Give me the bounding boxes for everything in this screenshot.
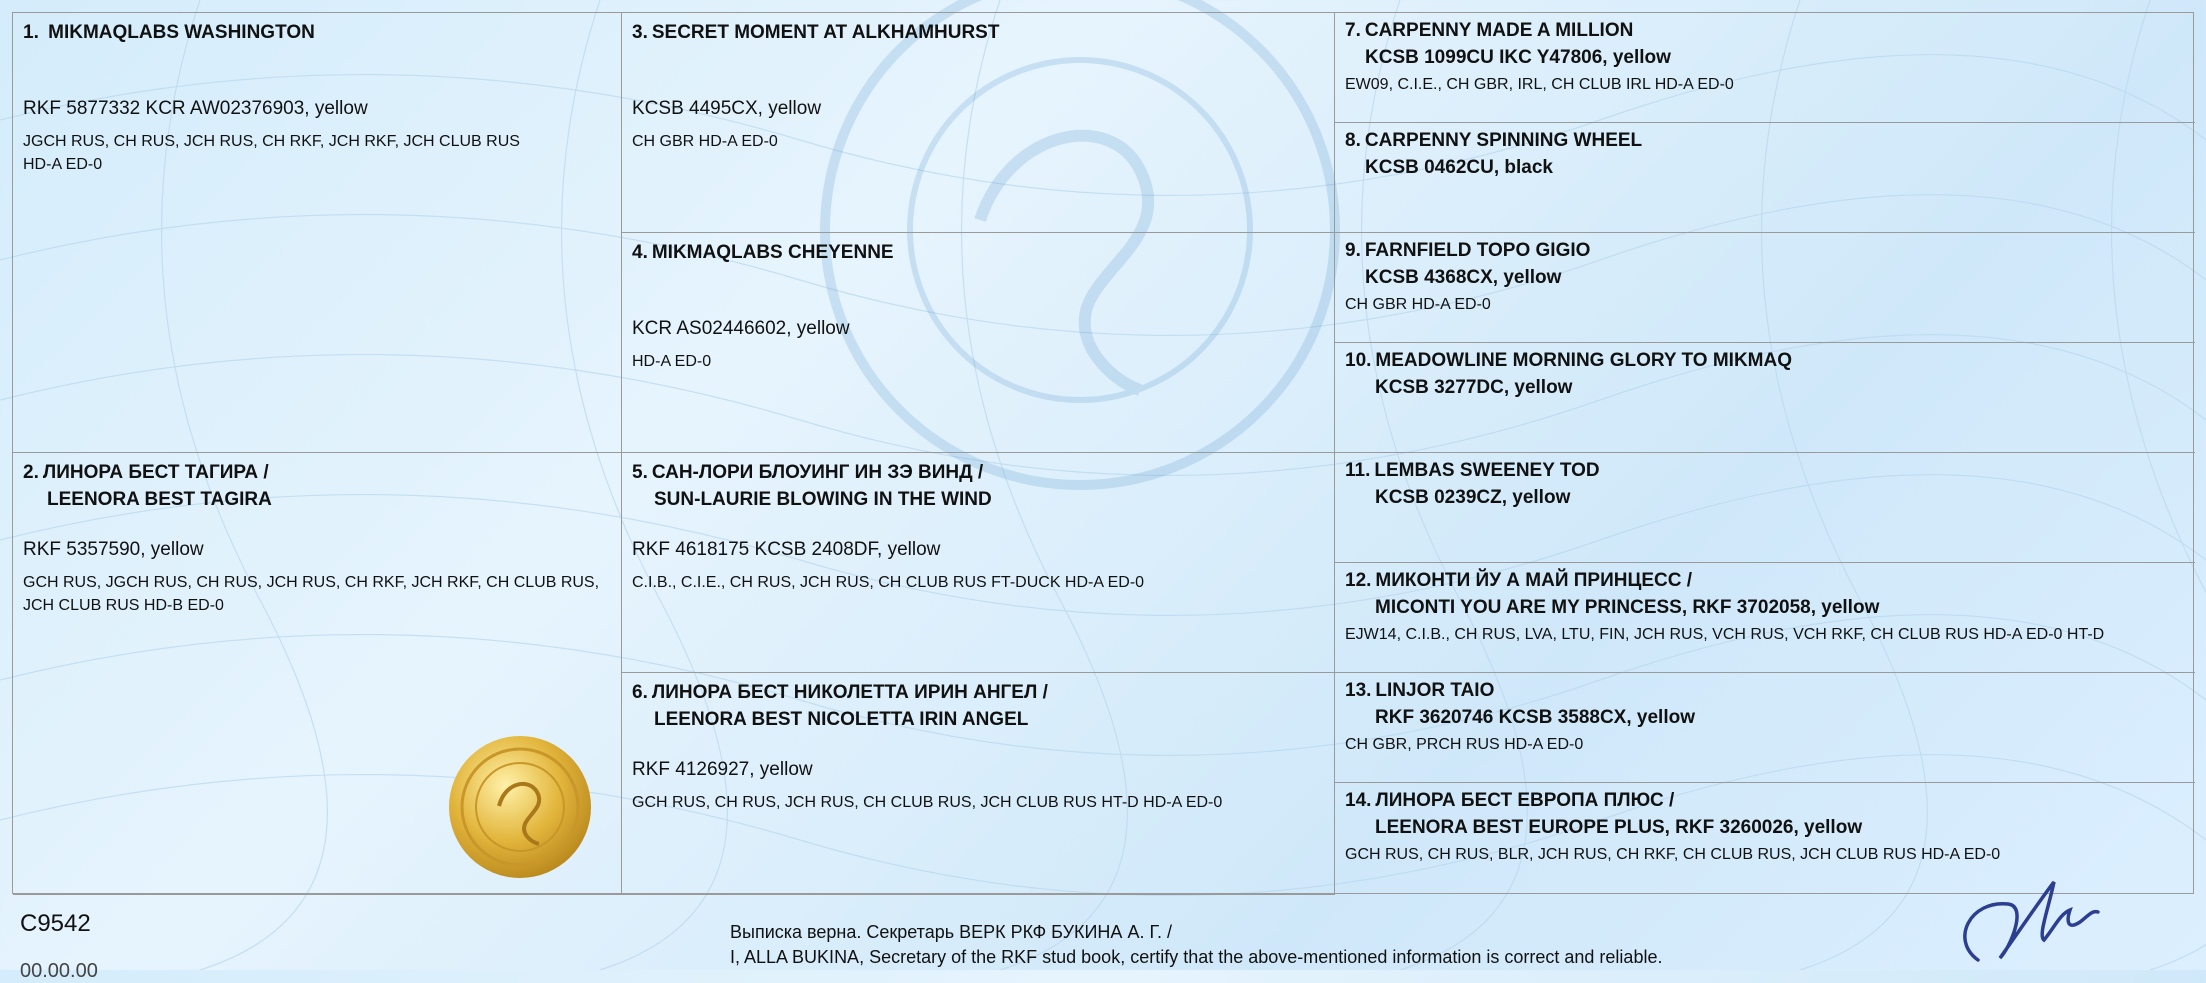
registration: KCSB 3277DC, yellow — [1375, 377, 1573, 398]
dog-name: 3. SECRET MOMENT AT ALKHAMHURST — [632, 22, 1000, 43]
great-grandparent-cell — [1335, 673, 2195, 783]
great-grandparent-cell — [1335, 563, 2195, 673]
registration: KCSB 4368CX, yellow — [1365, 267, 1562, 288]
signature-icon — [1930, 870, 2100, 970]
gold-seal-icon — [447, 734, 593, 880]
dog-name: 4. MIKMAQLABS CHEYENNE — [632, 242, 894, 263]
certification-ru: Выписка верна. Секретарь ВЕРК РКФ БУКИНА А. Г. / — [730, 922, 1173, 942]
dog-name-latin: LEENORA BEST TAGIRA — [47, 489, 272, 510]
registration: KCR AS02446602, yellow — [632, 318, 850, 339]
grandparent-cell — [622, 673, 1335, 895]
document-date: 00.00.00 — [20, 960, 98, 982]
registration: KCSB 0462CU, black — [1365, 157, 1553, 178]
titles: GCH RUS, JGCH RUS, CH RUS, JCH RUS, CH RKF, JCH RKF, CH CLUB RUS, — [23, 574, 600, 591]
dog-name: 11. LEMBAS SWEENEY TOD — [1345, 460, 1600, 481]
titles: EJW14, C.I.B., CH RUS, LVA, LTU, FIN, JCH RUS, VCH RUS, VCH RKF, CH CLUB RUS HD-A ED-0 HT-D — [1345, 626, 2105, 643]
grandparent-cell — [622, 233, 1335, 453]
titles: JGCH RUS, CH RUS, JCH RUS, CH RKF, JCH RKF, JCH CLUB RUS — [23, 133, 520, 150]
dog-name-latin: SUN-LAURIE BLOWING IN THE WIND — [654, 489, 992, 510]
registration: RKF 4126927, yellow — [632, 759, 813, 780]
registration: KCSB 4495CX, yellow — [632, 98, 822, 119]
dog-name: 2. ЛИНОРА БЕСТ ТАГИРА / — [23, 462, 269, 483]
document-code: C9542 — [20, 910, 91, 937]
certification-en: I, ALLA BUKINA, Secretary of the RKF stud book, certify that the above-mentioned information is correct and reliable. — [730, 947, 1663, 967]
titles: C.I.B., C.I.E., CH RUS, JCH RUS, CH CLUB RUS FT-DUCK HD-A ED-0 — [632, 574, 1145, 591]
titles: GCH RUS, CH RUS, JCH RUS, CH CLUB RUS, JCH CLUB RUS HT-D HD-A ED-0 — [632, 794, 1223, 811]
dog-name: 14. ЛИНОРА БЕСТ ЕВРОПА ПЛЮС / — [1345, 790, 1675, 811]
pedigree-table — [12, 12, 2194, 894]
health-results: HD-A ED-0 — [23, 156, 103, 173]
dog-name: 7. CARPENNY MADE A MILLION — [1345, 20, 1634, 41]
titles: HD-A ED-0 — [632, 353, 712, 370]
registration: RKF 4618175 KCSB 2408DF, yellow — [632, 539, 941, 560]
registration: KCSB 0239CZ, yellow — [1375, 487, 1571, 508]
titles: CH GBR HD-A ED-0 — [1345, 296, 1491, 313]
titles: GCH RUS, CH RUS, BLR, JCH RUS, CH RKF, CH CLUB RUS, JCH CLUB RUS HD-A ED-0 — [1345, 846, 2001, 863]
dog-name: 9. FARNFIELD TOPO GIGIO — [1345, 240, 1591, 261]
certification-statement — [730, 920, 1662, 970]
great-grandparent-cell — [1335, 123, 2195, 233]
great-grandparent-cell — [1335, 453, 2195, 563]
registration: RKF 3620746 KCSB 3588CX, yellow — [1375, 707, 1695, 728]
registration: LEENORA BEST EUROPE PLUS, RKF 3260026, yellow — [1375, 817, 1863, 838]
dog-name: 1. MIKMAQLABS WASHINGTON — [23, 22, 315, 43]
registration: MICONTI YOU ARE MY PRINCESS, RKF 3702058, yellow — [1375, 597, 1880, 618]
titles: EW09, C.I.E., CH GBR, IRL, CH CLUB IRL HD-A ED-0 — [1345, 76, 1734, 93]
titles-cont: JCH CLUB RUS HD-B ED-0 — [23, 597, 224, 614]
dog-name: 13. LINJOR TAIO — [1345, 680, 1495, 701]
grandparent-cell — [622, 13, 1335, 233]
great-grandparent-cell — [1335, 233, 2195, 343]
titles: CH GBR HD-A ED-0 — [632, 133, 778, 150]
dog-name: 6. ЛИНОРА БЕСТ НИКОЛЕТТА ИРИН АНГЕЛ / — [632, 682, 1048, 703]
dog-name: 5. САН-ЛОРИ БЛОУИНГ ИН ЗЭ ВИНД / — [632, 462, 984, 483]
dog-name: 8. CARPENNY SPINNING WHEEL — [1345, 130, 1643, 151]
registration: RKF 5877332 KCR AW02376903, yellow — [23, 98, 368, 119]
dog-name-latin: LEENORA BEST NICOLETTA IRIN ANGEL — [654, 709, 1029, 730]
great-grandparent-cell — [1335, 13, 2195, 123]
registration: KCSB 1099CU IKC Y47806, yellow — [1365, 47, 1671, 68]
dog-name: 12. МИКОНТИ ЙУ А МАЙ ПРИНЦЕСС / — [1345, 570, 1693, 591]
great-grandparent-cell — [1335, 343, 2195, 453]
titles: CH GBR, PRCH RUS HD-A ED-0 — [1345, 736, 1584, 753]
grandparent-cell — [622, 453, 1335, 673]
parent-sire-cell — [13, 13, 622, 453]
registration: RKF 5357590, yellow — [23, 539, 204, 560]
dog-name: 10. MEADOWLINE MORNING GLORY TO MIKMAQ — [1345, 350, 1793, 371]
